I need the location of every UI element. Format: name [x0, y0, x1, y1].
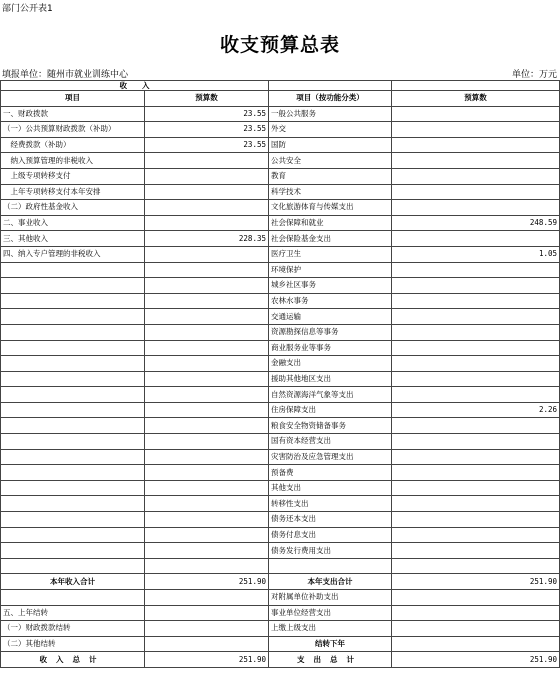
income-budget: 23.55 [145, 106, 269, 122]
expense-item: 本年支出合计 [269, 574, 392, 590]
expense-budget [392, 309, 560, 325]
income-item [1, 465, 145, 481]
expense-budget [392, 122, 560, 138]
income-budget [145, 590, 269, 606]
expense-budget: 2.26 [392, 402, 560, 418]
column-header-function-item: 项目（按功能分类） [269, 91, 392, 107]
expense-item: 医疗卫生 [269, 246, 392, 262]
currency-unit: 单位：万元 [511, 70, 557, 80]
expense-budget: 1.05 [392, 246, 560, 262]
expense-item: 灾害防治及应急管理支出 [269, 449, 392, 465]
table-row [1, 543, 560, 559]
income-budget [145, 293, 269, 309]
expense-item: 科学技术 [269, 184, 392, 200]
income-item [1, 402, 145, 418]
table-row [1, 527, 560, 543]
expense-budget [392, 480, 560, 496]
expense-item: 支出总计 [269, 652, 392, 668]
page-title: 收支预算总表 [219, 34, 340, 56]
expense-item: 外交 [269, 122, 392, 138]
income-item [1, 480, 145, 496]
income-budget [145, 246, 269, 262]
income-item: （二）政府性基金收入 [1, 200, 145, 216]
table-row [1, 168, 560, 184]
expense-item [269, 558, 392, 574]
table-row [1, 402, 560, 418]
table-row [1, 215, 560, 231]
income-item: 一、财政拨款 [1, 106, 145, 122]
expense-budget [392, 231, 560, 247]
table-row [1, 231, 560, 247]
expense-budget: 251.90 [392, 574, 560, 590]
income-item [1, 356, 145, 372]
expense-budget [392, 371, 560, 387]
income-budget [145, 496, 269, 512]
expense-budget [392, 449, 560, 465]
expense-item: 债务付息支出 [269, 527, 392, 543]
income-item [1, 340, 145, 356]
income-budget [145, 527, 269, 543]
income-item: 上年专项转移支付本年安排 [1, 184, 145, 200]
table-row [1, 465, 560, 481]
table-row [1, 605, 560, 621]
income-item [1, 309, 145, 325]
table-row [1, 574, 560, 590]
table-row [1, 309, 560, 325]
table-row [1, 278, 560, 294]
expense-item: 对附属单位补助支出 [269, 590, 392, 606]
table-row [1, 496, 560, 512]
expense-budget [392, 387, 560, 403]
table-row [1, 636, 560, 652]
table-number: 部门公开表1 [2, 4, 53, 14]
income-item: 五、上年结转 [1, 605, 145, 621]
table-row [1, 246, 560, 262]
income-budget [145, 402, 269, 418]
table-row [1, 122, 560, 138]
income-budget: 228.35 [145, 231, 269, 247]
table-row [1, 371, 560, 387]
income-item [1, 527, 145, 543]
column-header-item: 项目 [1, 91, 145, 107]
income-item: 纳入预算管理的非税收入 [1, 153, 145, 169]
expense-budget [392, 262, 560, 278]
expense-item: 资源勘探信息等事务 [269, 324, 392, 340]
table-row [1, 324, 560, 340]
table-row [1, 434, 560, 450]
income-item [1, 387, 145, 403]
income-item [1, 371, 145, 387]
income-budget: 23.55 [145, 122, 269, 138]
expense-budget [392, 153, 560, 169]
expense-budget [392, 106, 560, 122]
expense-budget [392, 293, 560, 309]
expense-item: 社会保障和就业 [269, 215, 392, 231]
income-item [1, 278, 145, 294]
income-item [1, 543, 145, 559]
income-item: 经费拨款（补助） [1, 137, 145, 153]
income-item: （二）其他结转 [1, 636, 145, 652]
income-budget [145, 262, 269, 278]
expense-budget [392, 512, 560, 528]
income-item: 上级专项转移支付 [1, 168, 145, 184]
income-budget [145, 168, 269, 184]
income-budget [145, 449, 269, 465]
expense-budget [392, 465, 560, 481]
expense-item: 结转下年 [269, 636, 392, 652]
table-row [1, 200, 560, 216]
income-item: 二、事业收入 [1, 215, 145, 231]
table-row [1, 106, 560, 122]
income-budget [145, 434, 269, 450]
income-item: 本年收入合计 [1, 574, 145, 590]
expense-budget [392, 527, 560, 543]
income-budget: 251.90 [145, 574, 269, 590]
income-item [1, 512, 145, 528]
income-item: 三、其他收入 [1, 231, 145, 247]
income-budget [145, 340, 269, 356]
expense-budget [392, 636, 560, 652]
income-budget [145, 418, 269, 434]
expense-item: 商业服务业等事务 [269, 340, 392, 356]
income-section-header: 收 入 [1, 81, 269, 91]
expense-item: 农林水事务 [269, 293, 392, 309]
expense-item: 交通运输 [269, 309, 392, 325]
income-budget [145, 605, 269, 621]
expense-budget [392, 324, 560, 340]
expense-budget: 248.59 [392, 215, 560, 231]
expense-budget [392, 558, 560, 574]
expense-item: 文化旅游体育与传媒支出 [269, 200, 392, 216]
expense-budget [392, 434, 560, 450]
income-budget [145, 543, 269, 559]
expense-item: 援助其他地区支出 [269, 371, 392, 387]
reporting-unit: 填报单位：随州市就业训练中心 [2, 70, 129, 80]
expense-item: 其他支出 [269, 480, 392, 496]
table-row [1, 356, 560, 372]
budget-summary-table [0, 80, 560, 668]
column-header-budget: 预算数 [145, 91, 269, 107]
table-row [1, 262, 560, 278]
expense-budget [392, 605, 560, 621]
income-budget [145, 480, 269, 496]
income-budget [145, 215, 269, 231]
expense-budget [392, 543, 560, 559]
table-row [1, 293, 560, 309]
expense-item: 债务还本支出 [269, 512, 392, 528]
table-row [1, 387, 560, 403]
income-item [1, 590, 145, 606]
expense-item: 一般公共服务 [269, 106, 392, 122]
expense-item: 公共安全 [269, 153, 392, 169]
income-budget [145, 636, 269, 652]
income-budget [145, 558, 269, 574]
expense-budget [392, 340, 560, 356]
income-item [1, 324, 145, 340]
expense-budget [392, 418, 560, 434]
table-row [1, 418, 560, 434]
expense-budget: 251.90 [392, 652, 560, 668]
expense-item: 债务发行费用支出 [269, 543, 392, 559]
income-budget [145, 278, 269, 294]
expense-item: 自然资源海洋气象等支出 [269, 387, 392, 403]
income-budget [145, 184, 269, 200]
column-header-budget: 预算数 [392, 91, 560, 107]
income-budget: 251.90 [145, 652, 269, 668]
income-item [1, 558, 145, 574]
expense-item: 预备费 [269, 465, 392, 481]
table-row [1, 153, 560, 169]
income-budget [145, 200, 269, 216]
expense-budget [392, 137, 560, 153]
table-row [1, 184, 560, 200]
income-item: 收入总计 [1, 652, 145, 668]
income-item [1, 418, 145, 434]
income-item [1, 496, 145, 512]
income-item [1, 434, 145, 450]
expense-budget [392, 590, 560, 606]
income-item: （一）财政拨款结转 [1, 621, 145, 637]
income-item: 四、纳入专户管理的非税收入 [1, 246, 145, 262]
expense-item: 环境保护 [269, 262, 392, 278]
expense-item: 社会保险基金支出 [269, 231, 392, 247]
income-budget [145, 465, 269, 481]
expense-budget [392, 184, 560, 200]
table-row [1, 558, 560, 574]
table-row [1, 512, 560, 528]
expense-budget [392, 278, 560, 294]
income-budget [145, 512, 269, 528]
expense-item: 事业单位经营支出 [269, 605, 392, 621]
expense-item: 转移性支出 [269, 496, 392, 512]
table-row [1, 137, 560, 153]
income-item: （一）公共预算财政拨款（补助） [1, 122, 145, 138]
expense-budget [392, 200, 560, 216]
income-budget [145, 621, 269, 637]
income-budget: 23.55 [145, 137, 269, 153]
income-budget [145, 387, 269, 403]
income-item [1, 449, 145, 465]
expense-item: 教育 [269, 168, 392, 184]
table-row [1, 449, 560, 465]
table-row [1, 590, 560, 606]
income-budget [145, 309, 269, 325]
income-budget [145, 356, 269, 372]
income-item [1, 293, 145, 309]
expense-item: 金融支出 [269, 356, 392, 372]
income-item [1, 262, 145, 278]
expense-item: 住房保障支出 [269, 402, 392, 418]
expense-budget [392, 621, 560, 637]
expense-item: 上缴上级支出 [269, 621, 392, 637]
expense-item: 城乡社区事务 [269, 278, 392, 294]
expense-item: 粮食安全物资储备事务 [269, 418, 392, 434]
income-budget [145, 324, 269, 340]
income-budget [145, 371, 269, 387]
expense-budget [392, 356, 560, 372]
expense-budget [392, 168, 560, 184]
table-row [1, 340, 560, 356]
expense-budget [392, 496, 560, 512]
table-row [1, 621, 560, 637]
table-row [1, 480, 560, 496]
expense-item: 国防 [269, 137, 392, 153]
expense-item: 国有资本经营支出 [269, 434, 392, 450]
income-budget [145, 153, 269, 169]
table-row [1, 652, 560, 668]
